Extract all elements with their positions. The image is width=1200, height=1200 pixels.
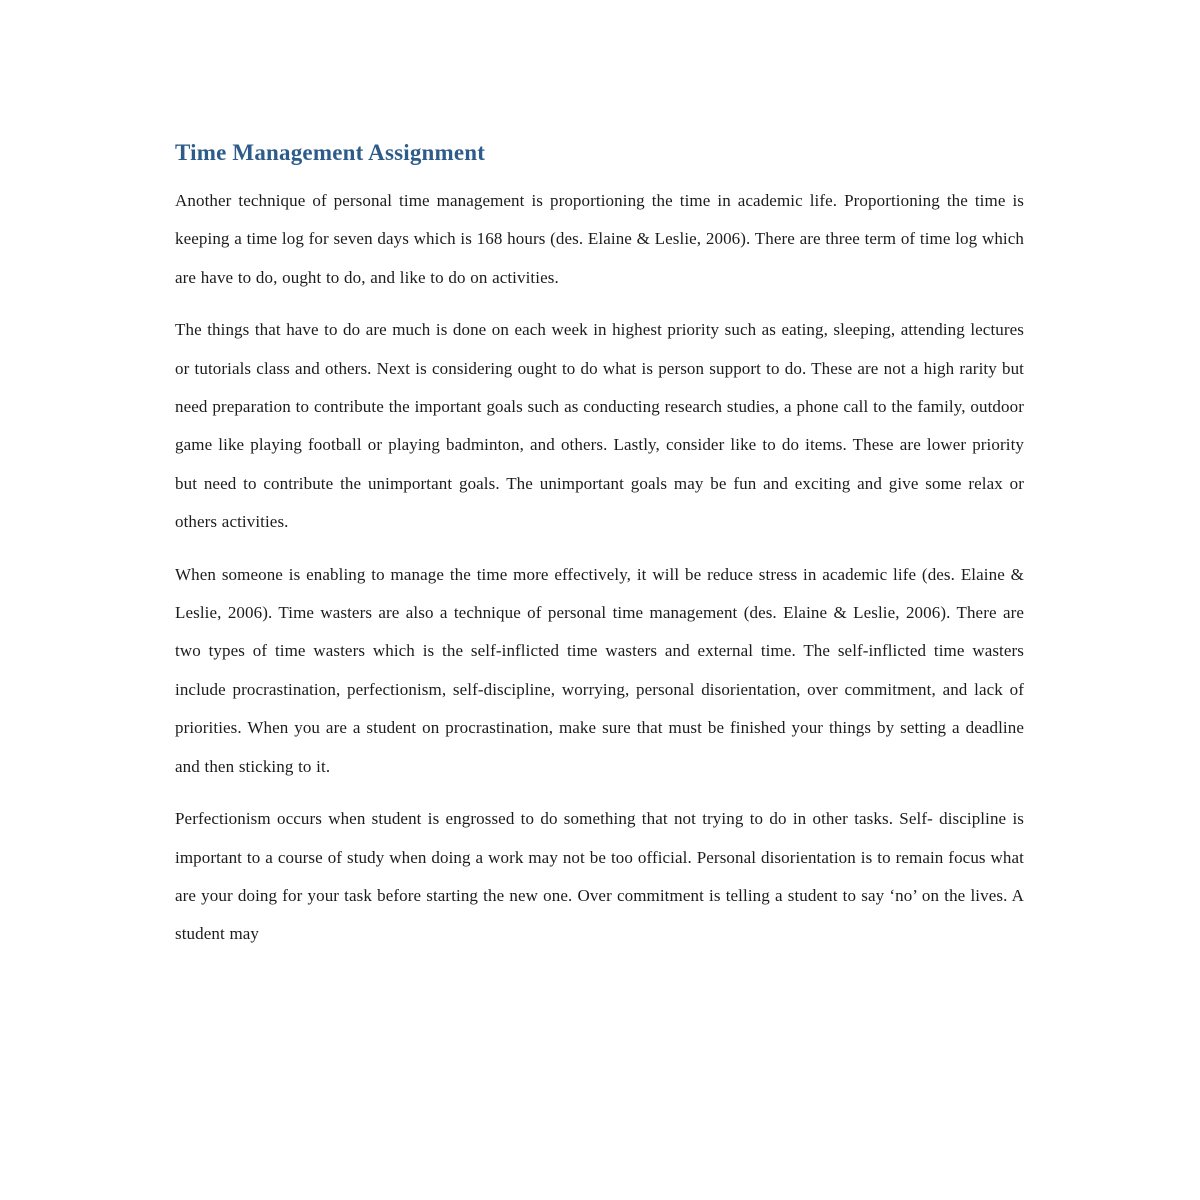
paragraph-3: When someone is enabling to manage the time more effectively, it will be reduce stress in academic life (des. Elaine & Leslie, 2006). Time wasters are also a technique of personal time management (des. Elaine & Leslie, 2006). There are two types of time wasters which is the self-inflicted time wasters and external time. The self-inflicted time wasters include procrastination, perfectionism, self-discipline, worrying, personal disorientation, over commitment, and lack of priorities. When you are a student on procrastination, make sure that must be finished your things by setting a deadline and then sticking to it. <box>175 564 1024 776</box>
paragraph-4: Perfectionism occurs when student is engrossed to do something that not trying to do in other tasks. Self- discipline is important to a course of study when doing a work may not be too official. Personal disorientation is to remain focus what are your doing for your task before starting the new one. Over commitment is telling a student to say ‘no’ on the lives. A student may <box>175 809 1024 944</box>
page-title: Time Management Assignment <box>175 140 486 165</box>
paragraph-2: The things that have to do are much is done on each week in highest priority such as eating, sleeping, attending lectures or tutorials class and others. Next is considering ought to do what is person support to do. These are not a high rarity but need preparation to contribute the important goals such as conducting research studies, a phone call to the family, outdoor game like playing football or playing badminton, and others. Lastly, consider like to do items. These are lower priority but need to contribute the unimportant goals. The unimportant goals may be fun and exciting and give some relax or others activities. <box>175 320 1024 532</box>
paragraph-1: Another technique of personal time management is proportioning the time in academic life. Proportioning the time is keeping a time log for seven days which is 168 hours (des. Elaine & Leslie, 2006). There are three term of time log which are have to do, ought to do, and like to do on activities. <box>175 191 1024 287</box>
document-body <box>175 138 1024 954</box>
